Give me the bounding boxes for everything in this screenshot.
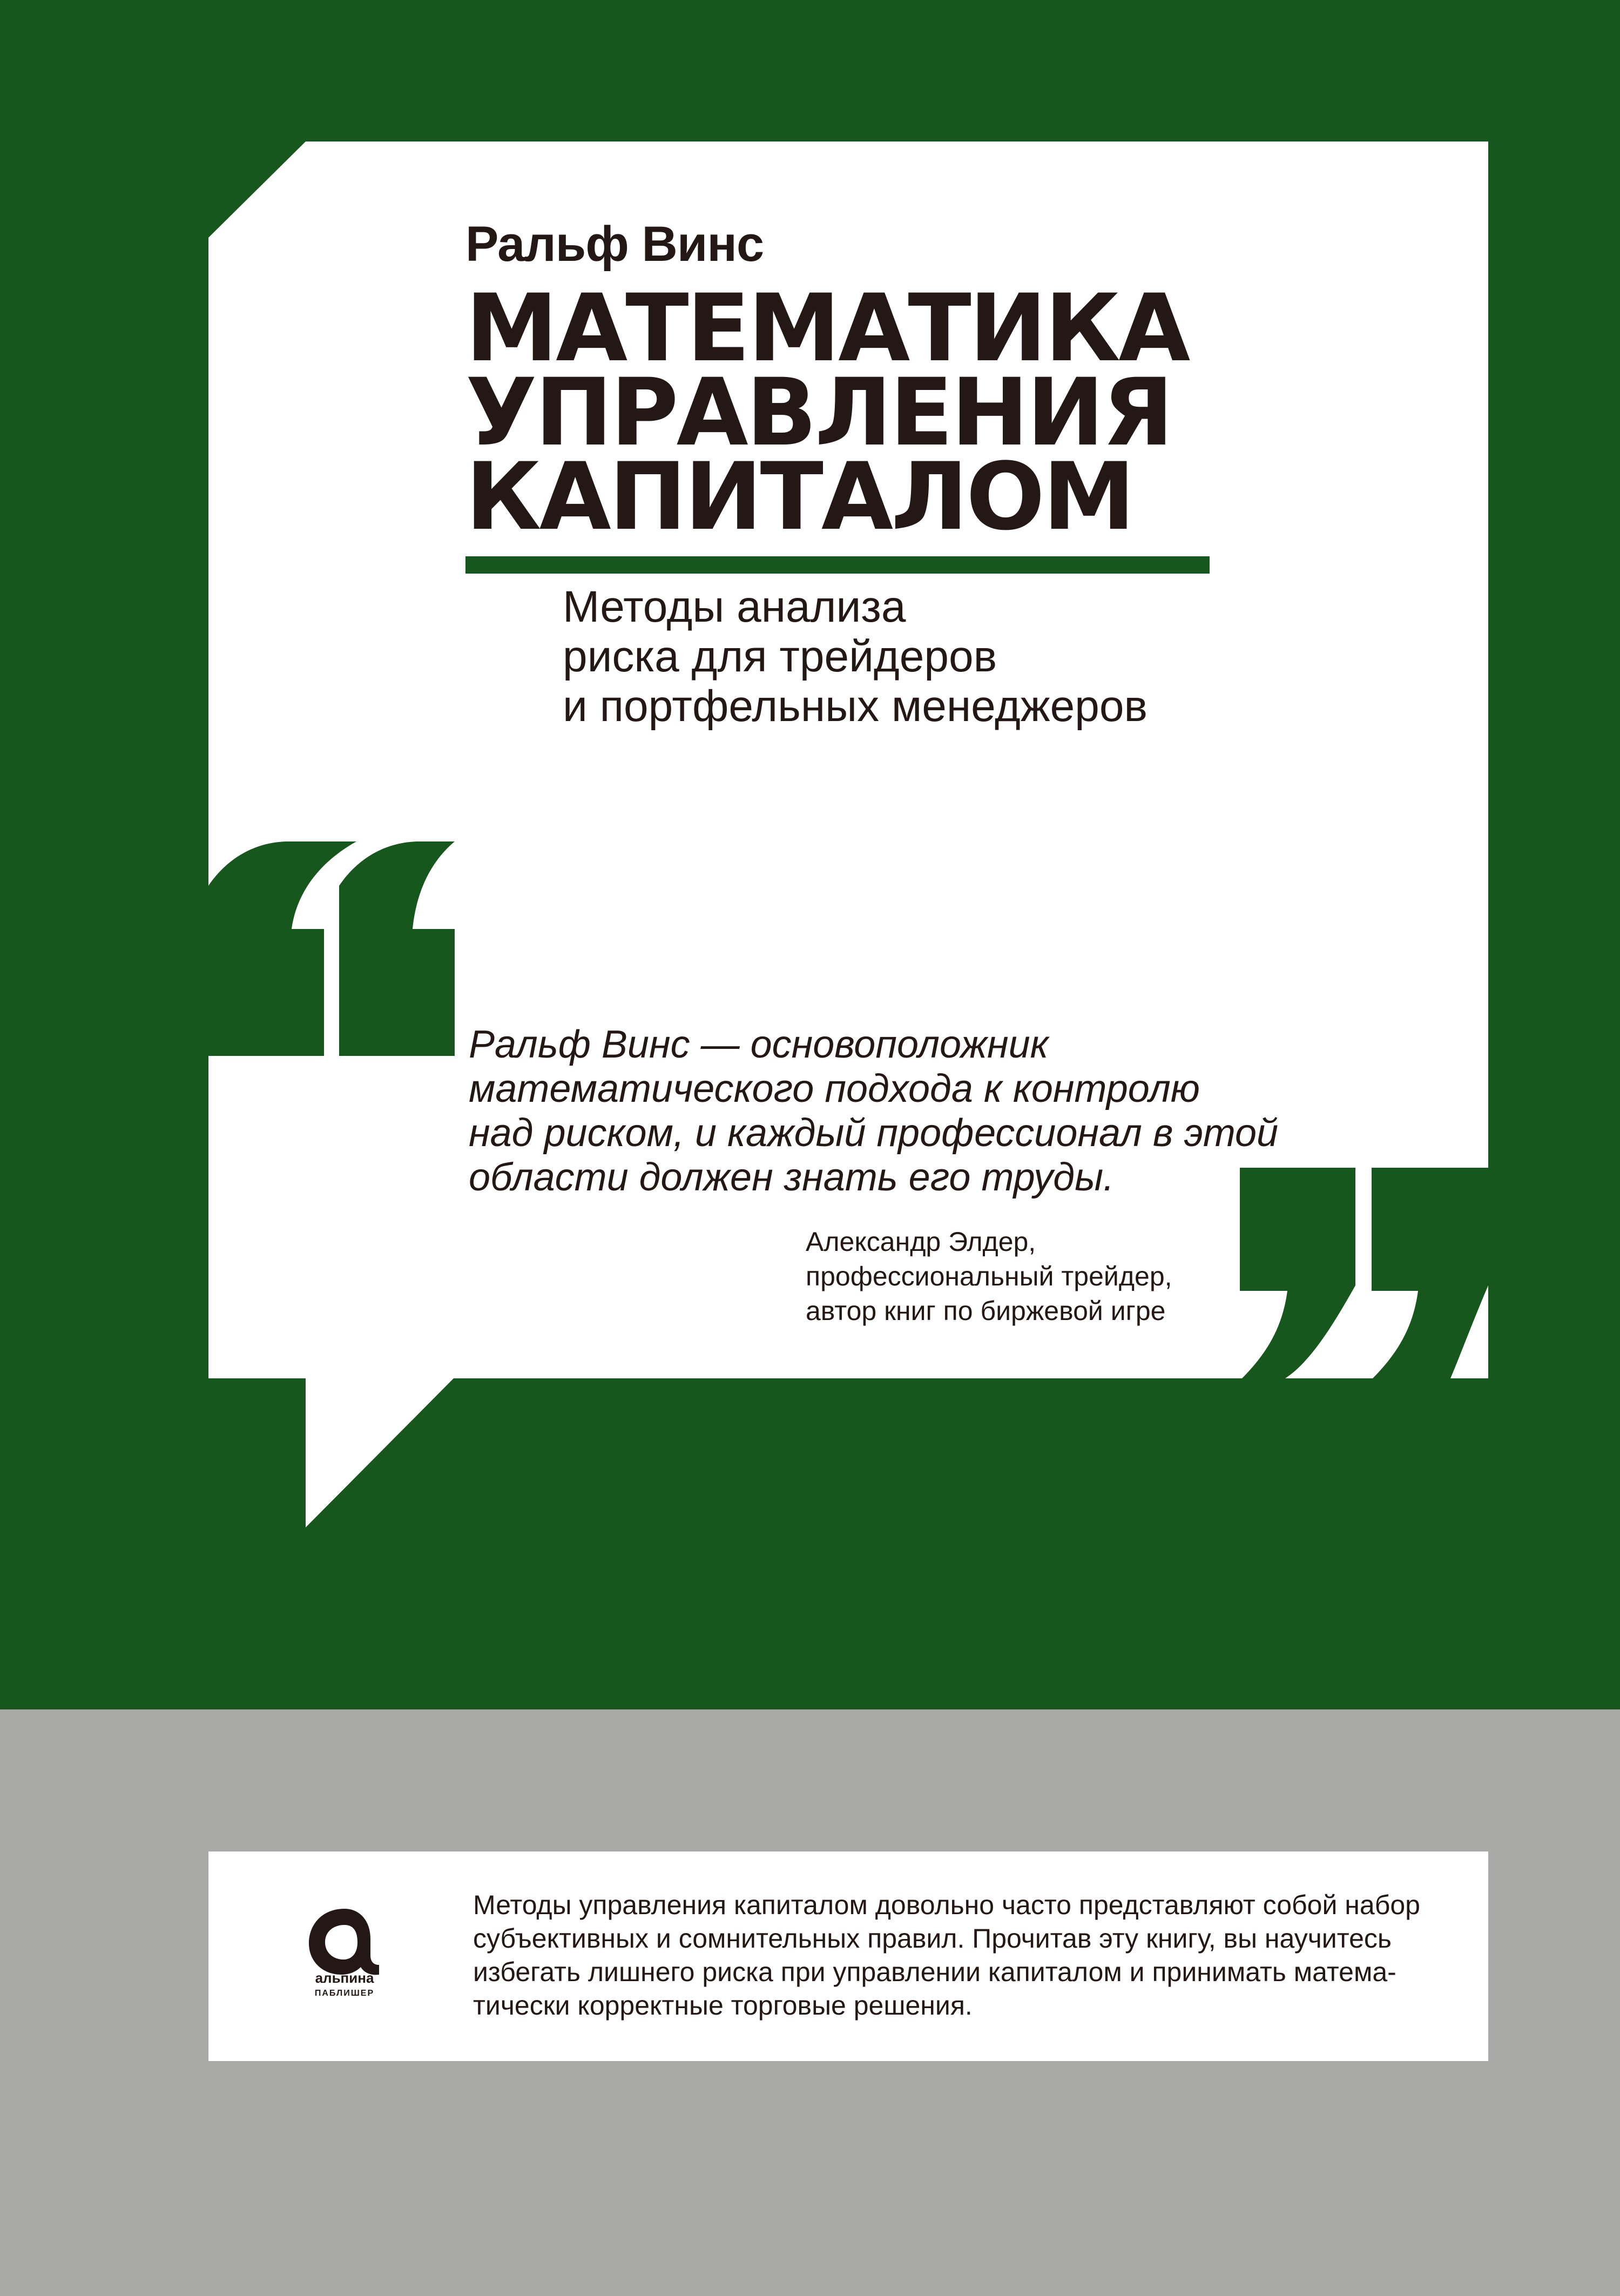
book-subtitle-line: риска для трейдеров <box>563 632 997 681</box>
attribution-line: автор книг по биржевой игре <box>806 1296 1166 1326</box>
book-subtitle-line: Методы анализа <box>563 582 906 631</box>
quote-attribution <box>806 1224 1172 1328</box>
description-line: тически корректные торговые решения. <box>473 1990 973 2021</box>
book-title-line: МАТЕМАТИКА <box>465 274 1189 382</box>
book-author: Ральф Винс <box>465 217 764 272</box>
quote-line: Ральф Винс — основоположник <box>469 1023 1049 1066</box>
publisher-subname: ПАБЛИШЕР <box>314 1989 375 1998</box>
book-description <box>473 1888 1420 2022</box>
attribution-line: Александр Элдер, <box>806 1227 1036 1257</box>
book-title-line: КАПИТАЛОМ <box>465 442 1133 551</box>
book-title-line: УПРАВЛЕНИЯ <box>465 358 1172 467</box>
book-subtitle <box>563 582 1148 731</box>
quote-line: области должен знать его труды. <box>469 1156 1115 1199</box>
quote-line: над риском, и каждый профессионал в этой <box>469 1112 1279 1155</box>
quote-line: математического подхода к контролю <box>469 1067 1200 1110</box>
description-line: Методы управления капиталом довольно часто представляют собой набор <box>473 1890 1420 1920</box>
attribution-line: профессиональный трейдер, <box>806 1261 1172 1291</box>
book-title <box>465 274 1189 551</box>
description-line: избегать лишнего риска при управлении капиталом и принимать матема- <box>473 1957 1396 1987</box>
endorsement-quote <box>469 1022 1278 1200</box>
book-subtitle-line: и портфельных менеджеров <box>563 682 1148 731</box>
publisher-name: альпина <box>315 1970 374 1986</box>
description-line: субъективных и сомнительных правил. Прочитав эту книгу, вы научитесь <box>473 1923 1392 1954</box>
title-divider <box>465 556 1210 574</box>
